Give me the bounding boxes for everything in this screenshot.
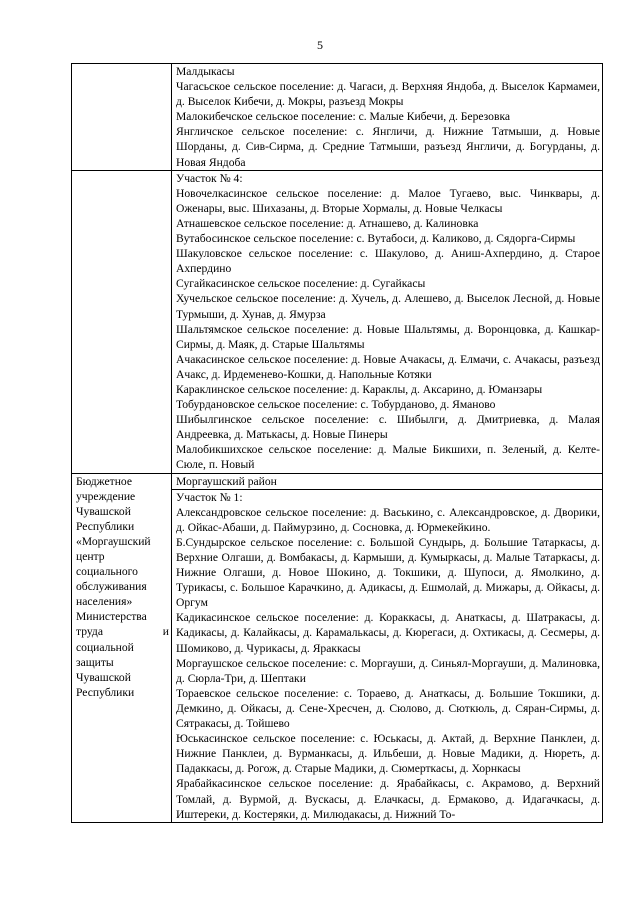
table-row: [72, 473, 603, 489]
territory-paragraph: Шакуловское сельское поселение: с. Шакулово, д. Аниш-Ахпердино, д. Старое Ахпердино: [176, 247, 600, 276]
territory-paragraph: Тораевское сельское поселение: с. Тораево, д. Анаткасы, д. Большие Токшики, д. Демкино, д. Ойкасы, д. Сене-Хресчен, д. Сюлово, д. Сюткюль, д. Сяран-Сирмы, д. Сятракасы, д. Тойшево: [176, 686, 600, 731]
territory-paragraph: Юськасинское сельское поселение: с. Юськасы, д. Актай, д. Верхние Панклеи, д. Нижние Панклеи, д. Вурманкасы, д. Ильбеши, д. Новые Мадики, д. Нюреть, д. Падаккасы, д. Рогож, д. Старые Мадики, д. Сюмерткасы, д. Хорнкасы: [176, 732, 600, 776]
territory-paragraph: Сугайкасинское сельское поселение: д. Сугайкасы: [176, 277, 426, 291]
organization-cell: [72, 473, 172, 822]
table-row: [72, 170, 603, 473]
territory-paragraph: Участок № 1:: [176, 490, 243, 504]
territory-paragraph: Кадикасинское сельское поселение: д. Кораккасы, д. Анаткасы, д. Шатракасы, д. Кадикасы, д. Калайкасы, д. Карамалькасы, д. Кюрегаси, д. Охтикасы, д. Сесмеры, д. Шомиково, д. Чурикасы, д. Яраккасы: [176, 611, 600, 655]
territory-paragraph: Моргаушский район: [176, 474, 277, 488]
territory-paragraph: Участок № 4:: [176, 171, 243, 185]
territory-paragraph: Вутабосинское сельское поселение: с. Вутабоси, д. Каликово, д. Сядорга-Сирмы: [176, 232, 576, 246]
territory-paragraph: Караклинское сельское поселение: д. Караклы, д. Аксарино, д. Юманзары: [176, 382, 543, 396]
territory-paragraph: Ярабайкасинское сельское поселение: д. Ярабайкасы, с. Акрамово, д. Верхний Томлай, д. Вурмой, д. Вускасы, д. Елачкасы, д. Ермаково, д. Идагачкасы, д. Иштереки, д. Костеряки, д. Милюдакасы, д. Нижний То-: [176, 777, 600, 821]
territory-paragraph: Ачакасинское сельское поселение: д. Новые Ачакасы, д. Елмачи, с. Ачакасы, разъезд Ачакс, д. Ирдеменево-Кошки, д. Напольные Котяки: [176, 352, 600, 381]
page-number: 5: [317, 38, 323, 52]
territory-paragraph: Б.Сундырское сельское поселение: с. Большой Сундырь, д. Большие Татаркасы, д. Верхние Олгаши, д. Вомбакасы, д. Кармыши, д. Кумыркасы, д. Малые Татаркасы, д. Нижние Олгаши, д. Новое Шокино, д. Токшики, д. Шупоси, д. Ямолкино, д. Турикасы, с. Большое Карачкино, д. Адикасы, д. Ешмолай, д. Мижары, д. Ойкасы, д. Оргум: [176, 535, 600, 610]
organization-name: Бюджетное учреждение Чувашской Республики «Моргаушский центр социального обслуживания населения» Министерства труда и социальной защиты Чувашской Республики: [76, 474, 169, 699]
territory-cell: [172, 489, 603, 822]
territory-paragraph: Малобикшихское сельское поселение: д. Малые Бикшихи, п. Зеленый, д. Келте-Сюле, п. Новый: [176, 443, 600, 472]
territory-paragraph: Атнашевское сельское поселение: д. Атнашево, д. Калиновка: [176, 216, 479, 230]
territory-paragraph: Малокибечское сельское поселение: с. Малые Кибечи, д. Березовка: [176, 110, 511, 124]
territory-cell: [172, 64, 603, 171]
territory-paragraph: Шибылгинское сельское поселение: с. Шибылги, д. Дмитриевка, д. Малая Андреевка, д. Матькасы, д. Новые Пинеры: [176, 413, 600, 442]
service-areas-table: [71, 63, 603, 823]
territory-paragraph: Александровское сельское поселение: д. Васькино, с. Александровское, д. Дворики, д. Ойкас-Абаши, д. Паймурзино, д. Сосновка, д. Юрмекейкино.: [176, 505, 600, 534]
territory-paragraph: Янгличское сельское поселение: с. Янгличи, д. Нижние Татмыши, д. Новые Шорданы, д. Сив-Сирма, д. Средние Татмыши, разъезд Янгличи, д. Богурданы, д. Новая Яндоба: [176, 125, 600, 169]
territory-paragraph: Чагасьское сельское поселение: д. Чагаси, д. Верхняя Яндоба, д. Выселок Кармамеи, д. Выселок Кибечи, д. Мокры, разъезд Мокры: [176, 80, 600, 109]
territory-paragraph: Шальтямское сельское поселение: д. Новые Шальтямы, д. Воронцовка, д. Кашкар-Сирмы, д. Маяк, д. Старые Шальтямы: [176, 322, 600, 351]
organization-cell: [72, 170, 172, 473]
territory-cell: [172, 473, 603, 489]
territory-paragraph: Моргаушское сельское поселение: с. Моргауши, д. Синьял-Моргауши, д. Малиновка, д. Сюрла-Три, д. Шептаки: [176, 656, 600, 685]
territory-paragraph: Малдыкасы: [176, 65, 235, 78]
territory-paragraph: Хучельское сельское поселение: д. Хучель, д. Алешево, д. Выселок Лесной, д. Новые Турмыши, д. Хунав, д. Ямурза: [176, 292, 600, 321]
organization-cell: [72, 64, 172, 171]
territory-paragraph: Тобурдановское сельское поселение: с. Тобурданово, д. Яманово: [176, 398, 496, 412]
territory-paragraph: Новочелкасинское сельское поселение: д. Малое Тугаево, выс. Чинквары, д. Оженары, выс. Шихазаны, д. Вторые Хормалы, д. Новые Челкасы: [176, 186, 600, 215]
table-row: [72, 64, 603, 171]
territory-cell: [172, 170, 603, 473]
